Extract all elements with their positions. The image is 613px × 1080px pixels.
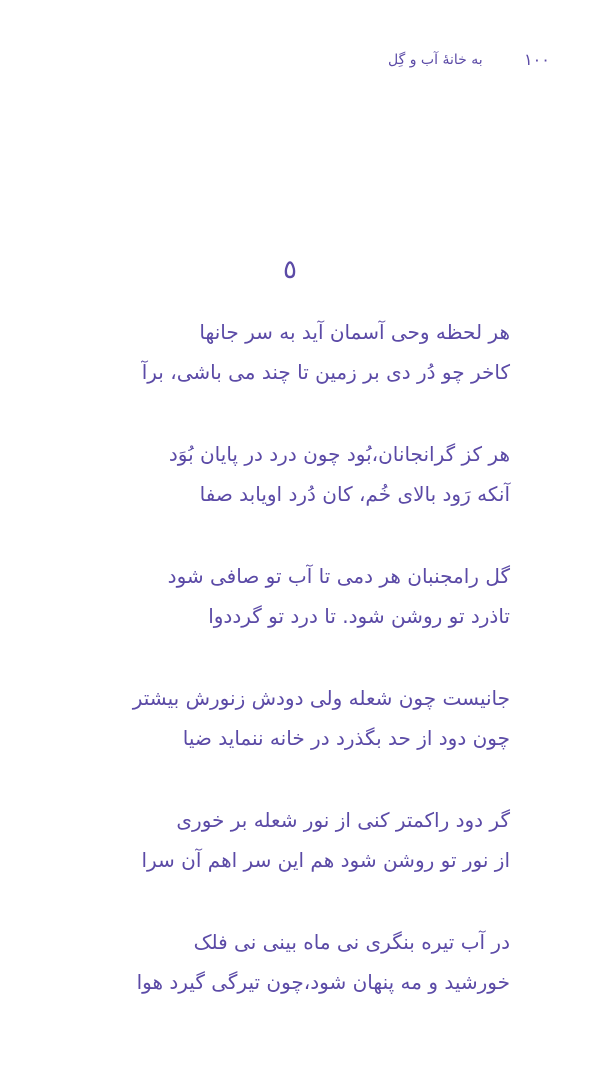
verse-line: چون دود از حد بگذرد در خانه ننماید ضیا [182,726,510,750]
section-mark: ٥ [283,255,297,285]
poem [84,312,510,1044]
verse-line: در آب تیره بنگری نی ماه بینی نی فلک [193,930,510,954]
stanza [84,922,510,1002]
running-title: به خانهٔ آب و گِل [388,52,483,68]
verse-line: خورشید و مه پنهان شود،چون تیرگی گیرد هوا [136,970,510,994]
verse-line: از نور تو روشن شود هم این سر اهم آن سرا [141,848,510,872]
page-header [0,48,613,74]
verse-line: آنکه رَود بالای خُم، کان دُرد اویابد صفا [199,482,510,506]
page-number: ۱۰۰ [524,50,550,69]
stanza [84,678,510,758]
verse-line: جانیست چون شعله ولی دودش زنورش بیشتر [132,686,510,710]
verse-line: کاخر چو دُر دی بر زمین تا چند می باشی، برآ [141,360,510,384]
verse-line: گل رامجنبان هر دمی تا آب تو صافی شود [167,564,510,588]
verse-line: گر دود راکمتر کنی از نور شعله بر خوری [176,808,510,832]
stanza [84,556,510,636]
stanza [84,800,510,880]
verse-line: هر کز گرانجانان،بُود چون درد در پایان بُوَد [168,442,510,466]
stanza [84,312,510,392]
verse-line: تاذرد تو روشن شود. تا درد تو گرددوا [208,604,510,628]
stanza [84,434,510,514]
verse-line: هر لحظه وحی آسمان آید به سر جانها [199,320,510,344]
